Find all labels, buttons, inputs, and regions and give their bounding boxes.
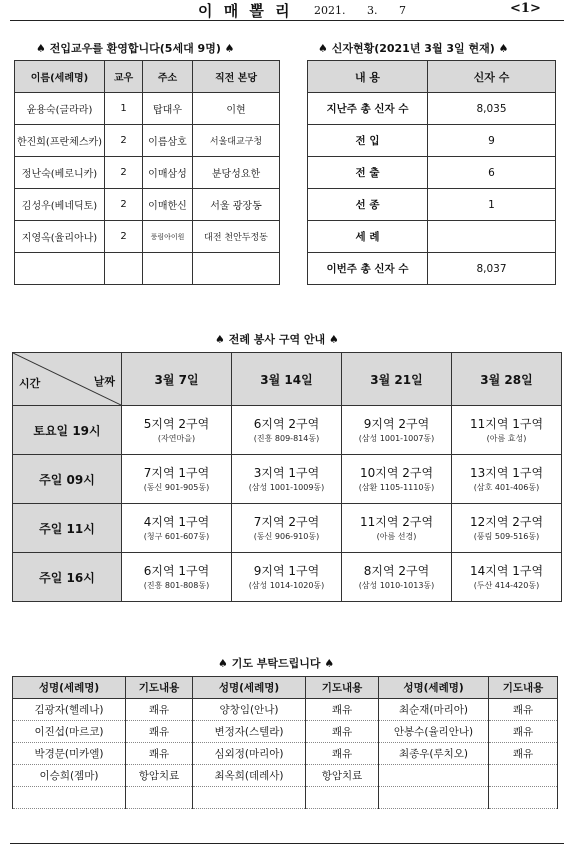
welcome-prev-parish: 이현 (193, 93, 280, 125)
stats-label: 전 출 (308, 157, 428, 189)
prayer-content: 쾌유 (126, 721, 193, 743)
service-zone: 14지역 1구역 (469, 564, 544, 578)
prayer-content: 항암치료 (306, 765, 379, 787)
prayer-col-name: 성명(세례명) (193, 677, 306, 699)
service-range: (삼성 1014-1020동) (248, 581, 325, 590)
welcome-count: 1 (105, 93, 143, 125)
table-row (308, 253, 556, 285)
header-rule (10, 20, 564, 21)
prayer-content: 쾌유 (126, 743, 193, 765)
prayer-name: 이진섭(마르코) (13, 721, 126, 743)
welcome-count: 2 (105, 125, 143, 157)
service-heading: ♠ 전례 봉사 구역 안내 ♠ (215, 333, 339, 346)
service-range: (동신 901-905동) (143, 483, 210, 492)
service-table (12, 352, 562, 602)
welcome-address (143, 253, 193, 285)
service-range: (두산 414-420동) (473, 581, 540, 590)
welcome-prev-parish: 서울대교구청 (193, 125, 280, 157)
welcome-prev-parish: 분당성요한 (193, 157, 280, 189)
stats-label: 지난주 총 신자 수 (308, 93, 428, 125)
prayer-content (306, 787, 379, 809)
table-row (15, 221, 280, 253)
service-range: (자연마을) (157, 434, 196, 443)
stats-label: 이번주 총 신자 수 (308, 253, 428, 285)
service-range: (진흥 809-814동) (253, 434, 320, 443)
prayer-name: 최종우(루치오) (379, 743, 489, 765)
service-header-row (13, 353, 562, 406)
prayer-col-content: 기도내용 (126, 677, 193, 699)
welcome-address: 탑대우 (143, 93, 193, 125)
service-time: 주일 16시 (13, 553, 122, 602)
service-range: (삼성 1010-1013동) (358, 581, 435, 590)
service-cell (452, 553, 562, 602)
bulletin-title: 이 매 뽈 리 (198, 2, 293, 20)
welcome-prev-parish: 대전 천안두정동 (193, 221, 280, 253)
service-cell (122, 455, 232, 504)
stats-heading: ♠ 신자현황(2021년 3월 3일 현재) ♠ (318, 42, 509, 55)
table-row (13, 455, 562, 504)
prayer-name: 김광자(헬레나) (13, 699, 126, 721)
stats-value: 1 (428, 189, 556, 221)
prayer-content: 항암치료 (126, 765, 193, 787)
service-zone: 7지역 2구역 (253, 515, 320, 529)
table-row (13, 765, 558, 787)
service-range: (동신 906-910동) (253, 532, 320, 541)
service-cell (122, 406, 232, 455)
prayer-col-name: 성명(세례명) (13, 677, 126, 699)
welcome-count (105, 253, 143, 285)
welcome-heading: ♠ 전입교우를 환영합니다(5세대 9명) ♠ (36, 42, 235, 55)
prayer-name: 안봉수(율리안나) (379, 721, 489, 743)
table-row (13, 721, 558, 743)
service-cell (232, 504, 342, 553)
prayer-content (126, 787, 193, 809)
welcome-col-count: 교우 (105, 61, 143, 93)
service-zone: 3지역 1구역 (253, 466, 320, 480)
stats-col-item: 내 용 (308, 61, 428, 93)
prayer-name: 심외정(마리아) (193, 743, 306, 765)
service-range: (삼성 1001-1007동) (358, 434, 435, 443)
service-zone: 8지역 2구역 (363, 564, 430, 578)
table-row (13, 553, 562, 602)
welcome-count: 2 (105, 221, 143, 253)
welcome-name: 정난숙(베로니카) (15, 157, 105, 189)
service-corner-cell (13, 353, 122, 406)
welcome-col-prev-parish: 직전 본당 (193, 61, 280, 93)
table-row (13, 406, 562, 455)
stats-label: 전 입 (308, 125, 428, 157)
prayer-name (379, 787, 489, 809)
service-cell (452, 406, 562, 455)
welcome-name: 한진희(프란체스카) (15, 125, 105, 157)
table-row (308, 189, 556, 221)
service-cell (342, 553, 452, 602)
prayer-name: 이승희(젬마) (13, 765, 126, 787)
welcome-name (15, 253, 105, 285)
service-zone: 12지역 2구역 (469, 515, 544, 529)
service-corner-date: 날짜 (93, 375, 115, 388)
prayer-header-row (13, 677, 558, 699)
welcome-address: 이매삼성 (143, 157, 193, 189)
service-range: (삼환 1105-1110동) (358, 483, 435, 492)
prayer-name: 양창임(안나) (193, 699, 306, 721)
service-zone: 13지역 1구역 (469, 466, 544, 480)
welcome-header-row (15, 61, 280, 93)
service-corner-time: 시간 (19, 377, 41, 390)
table-row (13, 504, 562, 553)
prayer-content: 쾌유 (306, 699, 379, 721)
welcome-name: 윤용숙(글라라) (15, 93, 105, 125)
prayer-name (13, 787, 126, 809)
prayer-content: 쾌유 (126, 699, 193, 721)
welcome-col-address: 주소 (143, 61, 193, 93)
table-row (15, 189, 280, 221)
table-row (308, 157, 556, 189)
service-cell (342, 406, 452, 455)
service-zone: 6지역 2구역 (253, 417, 320, 431)
prayer-content: 쾌유 (489, 743, 558, 765)
prayer-content: 쾌유 (306, 721, 379, 743)
stats-value: 8,037 (428, 253, 556, 285)
welcome-col-name: 이름(세례명) (15, 61, 105, 93)
service-zone: 6지역 1구역 (143, 564, 210, 578)
prayer-name: 박경문(미카엘) (13, 743, 126, 765)
service-cell (232, 553, 342, 602)
welcome-table (14, 60, 280, 285)
service-date: 3월 7일 (122, 353, 232, 406)
welcome-address: 이매한신 (143, 189, 193, 221)
table-row (13, 787, 558, 809)
prayer-col-content: 기도내용 (306, 677, 379, 699)
stats-value: 6 (428, 157, 556, 189)
prayer-content: 쾌유 (306, 743, 379, 765)
prayer-col-name: 성명(세례명) (379, 677, 489, 699)
service-date: 3월 14일 (232, 353, 342, 406)
prayer-content: 쾌유 (489, 721, 558, 743)
service-zone: 9지역 2구역 (363, 417, 430, 431)
service-zone: 11지역 1구역 (469, 417, 544, 431)
service-cell (452, 455, 562, 504)
prayer-heading: ♠ 기도 부탁드립니다 ♠ (218, 657, 335, 670)
service-time: 주일 11시 (13, 504, 122, 553)
prayer-content (489, 765, 558, 787)
welcome-count: 2 (105, 189, 143, 221)
welcome-prev-parish: 서울 광장동 (193, 189, 280, 221)
stats-label: 선 종 (308, 189, 428, 221)
stats-header-row (308, 61, 556, 93)
prayer-name (379, 765, 489, 787)
table-row (15, 253, 280, 285)
table-row (13, 699, 558, 721)
service-cell (342, 504, 452, 553)
stats-value (428, 221, 556, 253)
service-date: 3월 28일 (452, 353, 562, 406)
stats-table (307, 60, 556, 285)
stats-label: 세 례 (308, 221, 428, 253)
stats-value: 9 (428, 125, 556, 157)
service-range: (진흥 801-808동) (143, 581, 210, 590)
stats-col-count: 신자 수 (428, 61, 556, 93)
service-zone: 7지역 1구역 (143, 466, 210, 480)
service-range: (아름 효성) (486, 434, 527, 443)
welcome-name: 김성우(베네딕토) (15, 189, 105, 221)
stats-value: 8,035 (428, 93, 556, 125)
service-time: 토요일 19시 (13, 406, 122, 455)
table-row (308, 221, 556, 253)
service-cell (122, 553, 232, 602)
service-zone: 5지역 2구역 (143, 417, 210, 431)
welcome-address: 풍림아이원 (143, 221, 193, 253)
service-range: (풍림 509-516동) (473, 532, 540, 541)
page-number: <1> (510, 1, 541, 16)
service-cell (342, 455, 452, 504)
service-cell (122, 504, 232, 553)
service-range: (삼호 401-406동) (473, 483, 540, 492)
service-time: 주일 09시 (13, 455, 122, 504)
welcome-prev-parish (193, 253, 280, 285)
table-row (15, 125, 280, 157)
table-row (308, 93, 556, 125)
prayer-content (489, 787, 558, 809)
footer-rule (10, 843, 564, 844)
service-zone: 4지역 1구역 (143, 515, 210, 529)
prayer-name: 변정자(스텔라) (193, 721, 306, 743)
service-cell (232, 406, 342, 455)
table-row (15, 93, 280, 125)
prayer-table (12, 676, 558, 809)
service-zone: 9지역 1구역 (253, 564, 320, 578)
table-row (13, 743, 558, 765)
service-date: 3월 21일 (342, 353, 452, 406)
service-range: (청구 601-607동) (143, 532, 210, 541)
welcome-count: 2 (105, 157, 143, 189)
prayer-col-content: 기도내용 (489, 677, 558, 699)
service-range: (아름 선경) (376, 532, 417, 541)
table-row (308, 125, 556, 157)
service-zone: 11지역 2구역 (359, 515, 434, 529)
welcome-address: 이름삼호 (143, 125, 193, 157)
service-cell (232, 455, 342, 504)
welcome-name: 지영옥(율리아나) (15, 221, 105, 253)
prayer-name: 최순재(마리아) (379, 699, 489, 721)
prayer-content: 쾌유 (489, 699, 558, 721)
bulletin-date: 2021. 3. 7 (314, 4, 406, 17)
prayer-name: 최옥희(데레사) (193, 765, 306, 787)
prayer-name (193, 787, 306, 809)
service-cell (452, 504, 562, 553)
service-range: (삼성 1001-1009동) (248, 483, 325, 492)
service-zone: 10지역 2구역 (359, 466, 434, 480)
table-row (15, 157, 280, 189)
